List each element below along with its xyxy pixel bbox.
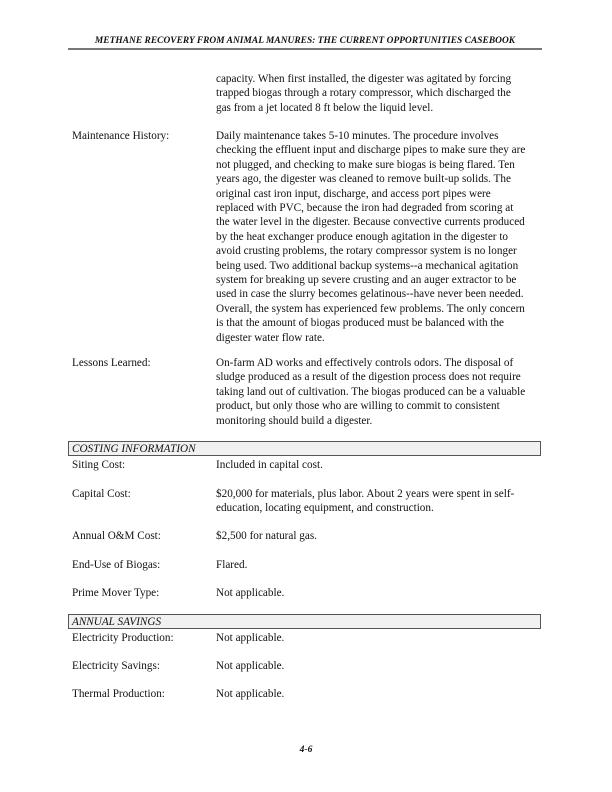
text-line: sludge produced as a result of the digestion process does not require bbox=[216, 371, 521, 384]
text-line: On-farm AD works and effectively controls odors. The disposal of bbox=[216, 357, 514, 369]
text-line: the water level in the digester. Because convective currents produced bbox=[216, 216, 525, 229]
text-line: digester water flow rate. bbox=[216, 331, 325, 344]
text-line: Overall, the system has experienced few problems. The only concern bbox=[216, 302, 525, 315]
text-line: trapped biogas through a rotary compressor, which discharged the bbox=[216, 87, 511, 100]
field-value bbox=[216, 356, 542, 428]
text-line: taking land out of cultivation. The biogas produced can be a valuable bbox=[216, 385, 526, 398]
field-value: $20,000 for materials, plus labor. About 2 years were spent in self- bbox=[216, 488, 515, 500]
page-number: 4-6 bbox=[299, 745, 313, 755]
field-value bbox=[216, 129, 542, 345]
field-value: Included in capital cost. bbox=[216, 459, 323, 471]
field-label: Electricity Savings: bbox=[72, 660, 160, 672]
text-line: gas from a jet located 8 ft below the liquid level. bbox=[216, 101, 434, 114]
field-label: End-Use of Biogas: bbox=[72, 559, 161, 571]
text-line: original cast iron input, discharge, and access port pipes were bbox=[216, 187, 491, 200]
field-value: Flared. bbox=[216, 559, 248, 571]
field-label: Siting Cost: bbox=[72, 459, 126, 471]
text-line: monitoring should build a digester. bbox=[216, 414, 373, 427]
field-value: Not applicable. bbox=[216, 688, 285, 700]
field-label: Capital Cost: bbox=[72, 488, 131, 500]
field-value: Not applicable. bbox=[216, 587, 285, 599]
section-heading-annual-savings: ANNUAL SAVINGS bbox=[68, 614, 541, 629]
field-label: Lessons Learned: bbox=[72, 357, 151, 369]
text-line: by the heat exchanger produce enough agitation in the digester to bbox=[216, 230, 509, 243]
text-line: system for breaking up severe crusting and an auger extractor to be bbox=[216, 274, 517, 287]
field-value: $2,500 for natural gas. bbox=[216, 530, 317, 542]
field-value: Not applicable. bbox=[216, 632, 285, 644]
field-label: Prime Mover Type: bbox=[72, 587, 160, 599]
text-line: capacity. When first installed, the digester was agitated by forcing bbox=[216, 73, 512, 85]
field-label: Thermal Production: bbox=[72, 688, 165, 700]
section-heading-costing: COSTING INFORMATION bbox=[68, 441, 541, 456]
field-label: Annual O&M Cost: bbox=[72, 530, 161, 542]
text-line: checking the effluent input and discharge pipes to make sure they are bbox=[216, 144, 526, 157]
text-line: avoid crusting problems, the rotary compressor system is no longer bbox=[216, 245, 517, 258]
field-value: Not applicable. bbox=[216, 660, 285, 672]
text-line: used in case the slurry becomes gelatinous--have never been needed. bbox=[216, 288, 524, 301]
running-header: METHANE RECOVERY FROM ANIMAL MANURES: THE CURRENT OPPORTUNITIES CASEBOOK bbox=[94, 36, 516, 46]
text-line: replaced with PVC, because the iron had degraded from scoring at bbox=[216, 202, 514, 215]
text-line: not plugged, and checking to make sure biogas is being flared. Ten bbox=[216, 158, 515, 171]
header-rule bbox=[68, 48, 542, 50]
text-line: being used. Two additional backup systems--a mechanical agitation bbox=[216, 259, 519, 272]
field-label: Electricity Production: bbox=[72, 632, 174, 644]
text-line: Daily maintenance takes 5-10 minutes. The procedure involves bbox=[216, 130, 499, 142]
text-line: is that the amount of biogas produced must be balanced with the bbox=[216, 317, 505, 330]
text-line: years ago, the digester was cleaned to remove built-up solids. The bbox=[216, 173, 511, 186]
field-value: education, locating equipment, and construction. bbox=[216, 502, 434, 515]
field-label: Maintenance History: bbox=[72, 130, 170, 142]
text-line: product, but only those who are willing to commit to consistent bbox=[216, 400, 500, 413]
